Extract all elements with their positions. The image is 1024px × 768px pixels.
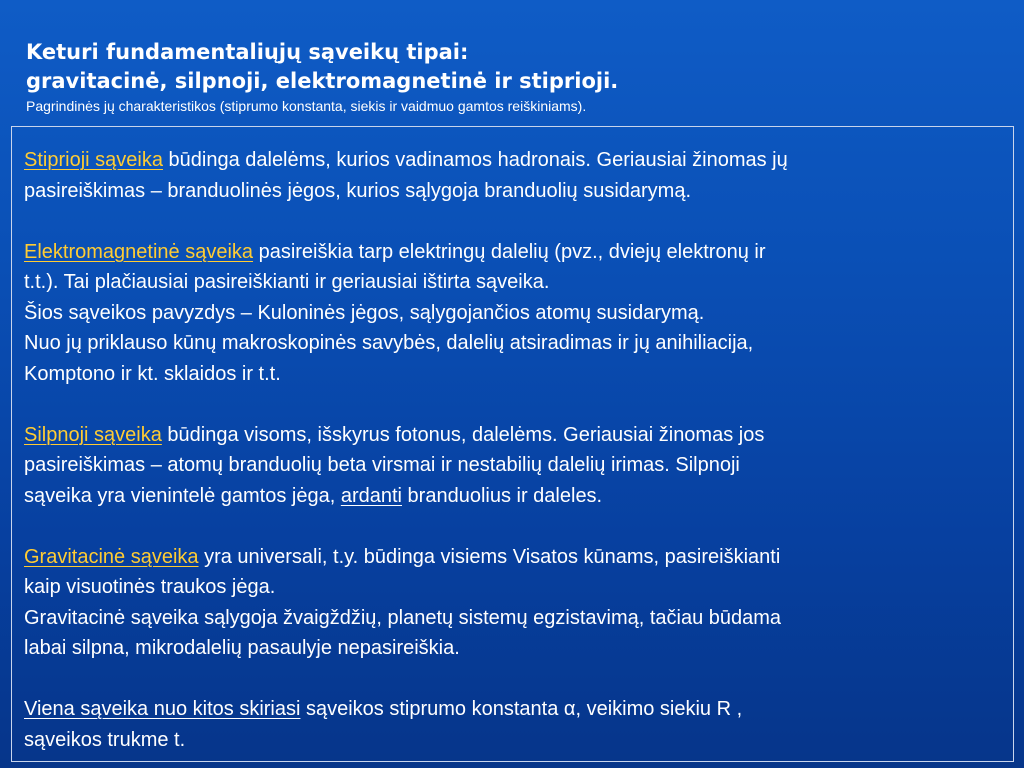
em-text-2: t.t.). Tai plačiausiai pasireiškianti ir geriausiai ištirta sąveika. bbox=[24, 271, 550, 293]
link-strong-interaction[interactable]: Stiprioji sąveika bbox=[24, 149, 163, 171]
summary-underlined-phrase: Viena sąveika nuo kitos skiriasi bbox=[24, 698, 301, 720]
link-weak-interaction[interactable]: Silpnoji sąveika bbox=[24, 423, 162, 446]
slide-title-line-1: Keturi fundamentaliųjų sąveikų tipai: bbox=[26, 40, 469, 64]
em-text-1: pasireiškia tarp elektringų dalelių (pvz., dviejų elektronų ir bbox=[253, 240, 766, 263]
slide-header bbox=[26, 38, 1006, 115]
paragraph-summary bbox=[24, 694, 1004, 755]
paragraph-strong-interaction bbox=[24, 145, 1004, 206]
em-text-5: Komptono ir kt. sklaidos ir t.t. bbox=[24, 362, 281, 385]
slide-subtitle: Pagrindinės jų charakteristikos (stiprumo konstanta, siekis ir vaidmuo gamtos reiškiniams). bbox=[26, 98, 587, 114]
gravity-text-3: Gravitacinė sąveika sąlygoja žvaigždžių, planetų sistemų egzistavimą, tačiau būdama bbox=[24, 606, 782, 629]
paragraph-weak-interaction bbox=[24, 420, 1004, 512]
weak-text-2: pasireiškimas – atomų branduolių beta virsmai ir nestabilių dalelių irimas. Silpnoji bbox=[24, 454, 740, 476]
content-box bbox=[11, 126, 1014, 762]
slide-title-line-2: gravitacinė, silpnoji, elektromagnetinė ir stiprioji. bbox=[26, 69, 619, 93]
summary-text-1: sąveikos stiprumo konstanta α, veikimo siekiu R , bbox=[300, 698, 743, 720]
paragraph-electromagnetic-interaction bbox=[24, 237, 1004, 390]
gravity-text-4: labai silpna, mikrodalelių pasaulyje nepasireiškia. bbox=[24, 637, 460, 659]
weak-text-3: sąveika yra vienintelė gamtos jėga, bbox=[24, 484, 341, 507]
link-gravitational-interaction[interactable]: Gravitacinė sąveika bbox=[24, 545, 199, 568]
gravity-text-1: yra universali, t.y. būdinga visiems Visatos kūnams, pasireiškianti bbox=[198, 545, 781, 568]
gravity-text-2: kaip visuotinės traukos jėga. bbox=[24, 576, 276, 598]
summary-text-2: sąveikos trukme t. bbox=[24, 728, 186, 751]
strong-text-2: pasireiškimas – branduolinės jėgos, kurios sąlygoja branduolių susidarymą. bbox=[24, 179, 692, 202]
weak-text-4: branduolius ir daleles. bbox=[402, 484, 603, 507]
weak-text-1: būdinga visoms, išskyrus fotonus, dalelėms. Geriausiai žinomas jos bbox=[161, 423, 765, 446]
content-text bbox=[24, 145, 1004, 755]
em-text-4: Nuo jų priklauso kūnų makroskopinės savybės, dalelių atsiradimas ir jų anihiliacija, bbox=[24, 332, 754, 354]
weak-underlined-word: ardanti bbox=[340, 484, 402, 507]
strong-text-1: būdinga dalelėms, kurios vadinamos hadronais. Geriausiai žinomas jų bbox=[162, 149, 788, 171]
paragraph-gravitational-interaction bbox=[24, 542, 1004, 664]
em-text-3: Šios sąveikos pavyzdys – Kuloninės jėgos, sąlygojančios atomų susidarymą. bbox=[24, 301, 705, 324]
link-electromagnetic-interaction[interactable]: Elektromagnetinė sąveika bbox=[24, 240, 254, 263]
